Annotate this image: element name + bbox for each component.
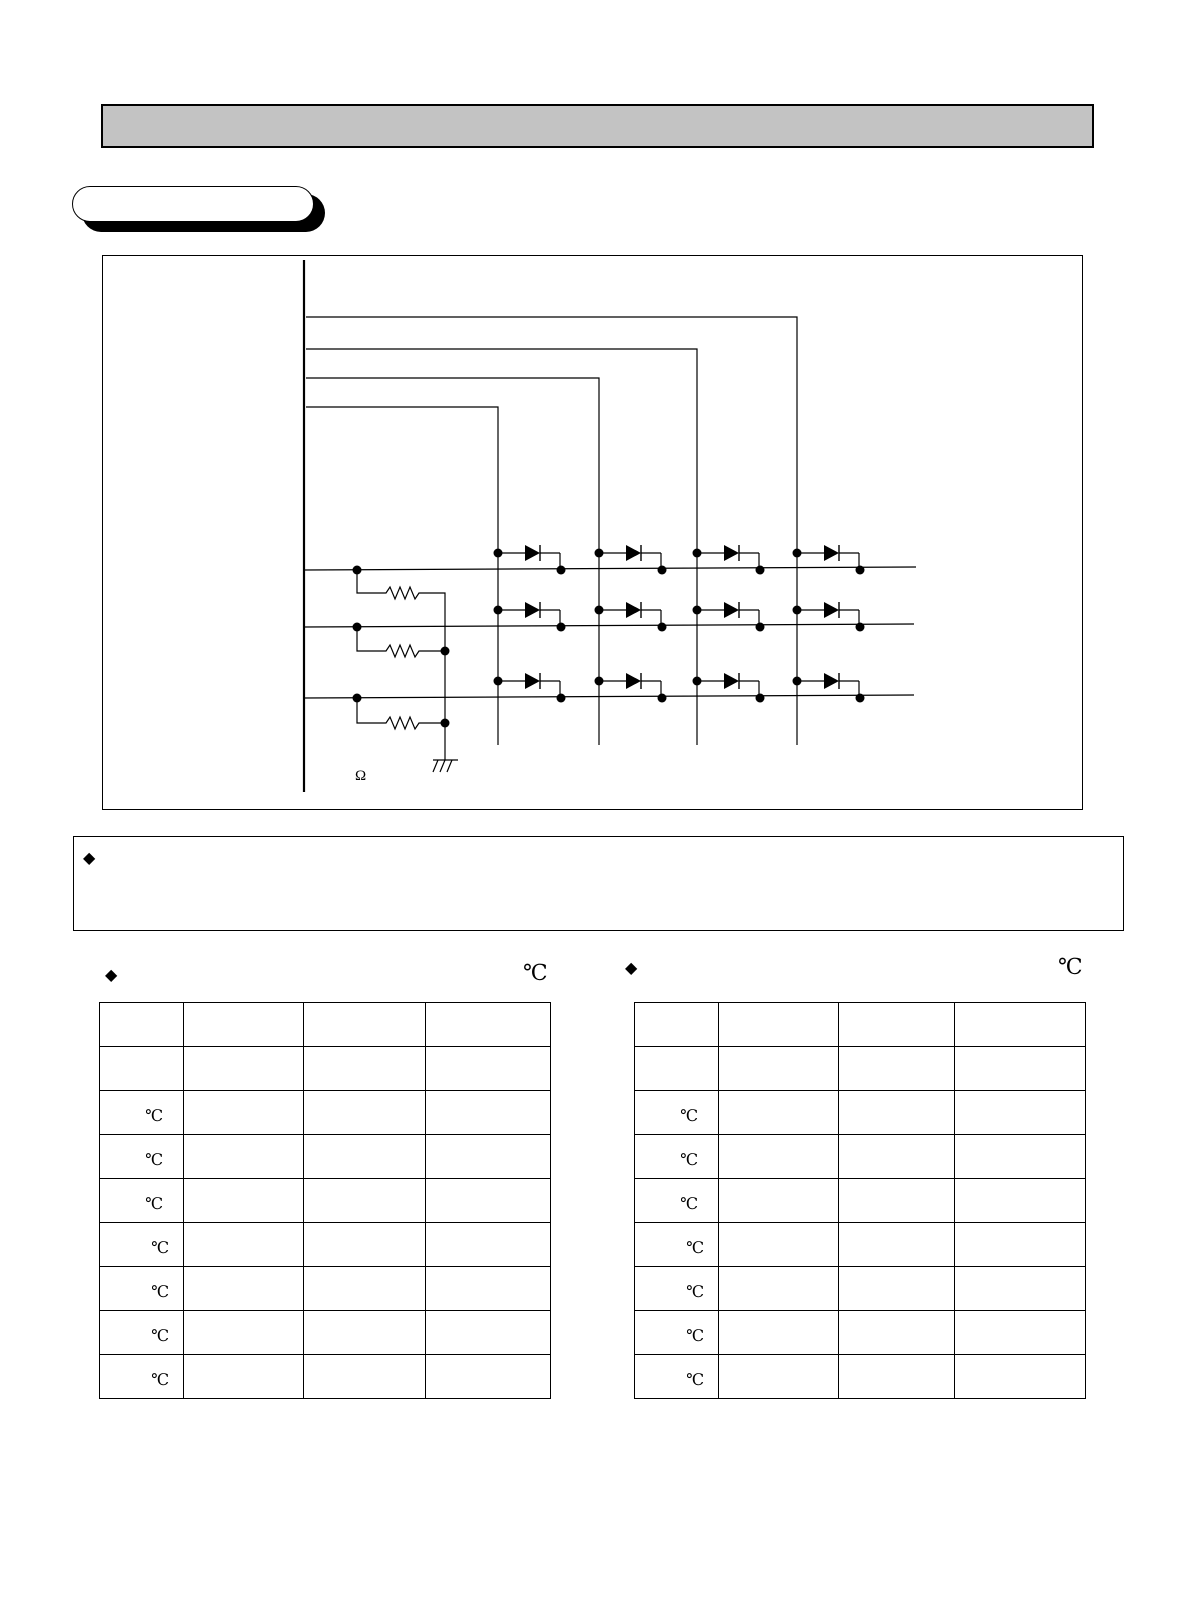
value-cell [426,1179,551,1223]
value-cell [426,1135,551,1179]
value-cell [955,1355,1086,1399]
value-cell [426,1267,551,1311]
table-row [635,1091,1086,1135]
junction-dot [353,566,362,575]
value-cell [304,1047,426,1091]
unit-cell [100,1047,184,1091]
diode-1-1 [494,545,566,575]
value-cell [184,1091,304,1135]
table-row [635,1311,1086,1355]
value-cell [955,1311,1086,1355]
diode-2-3 [693,602,765,632]
value-cell [839,1179,955,1223]
value-cell [426,1003,551,1047]
note-box [73,836,1124,931]
value-cell [184,1267,304,1311]
table-row [100,1003,551,1047]
resistor-3 [357,698,445,729]
table-row [635,1003,1086,1047]
column-wire-3 [306,349,697,745]
value-cell [839,1003,955,1047]
table-row [635,1267,1086,1311]
table-row [100,1311,551,1355]
diode-1-2 [595,545,667,575]
value-cell [839,1267,955,1311]
diode-3-1 [494,673,566,703]
diode-2-1 [494,602,566,632]
value-cell [955,1091,1086,1135]
left-temperature-table [99,1002,551,1399]
value-cell [426,1091,551,1135]
value-cell [304,1267,426,1311]
value-cell [426,1355,551,1399]
unit-cell: ℃ [635,1311,719,1355]
value-cell [839,1047,955,1091]
junction-dot [353,694,362,703]
junction-dot [353,623,362,632]
table-row [100,1091,551,1135]
value-cell [955,1135,1086,1179]
value-cell [426,1311,551,1355]
left-panel-bullet-icon: ◆ [105,967,118,984]
value-cell [719,1003,839,1047]
unit-cell [635,1047,719,1091]
unit-cell: ℃ [100,1135,184,1179]
row-wire-3 [304,695,914,698]
unit-cell: ℃ [100,1355,184,1399]
table-row [635,1135,1086,1179]
table-row [635,1179,1086,1223]
diode-1-3 [693,545,765,575]
unit-cell: ℃ [100,1179,184,1223]
unit-cell: ℃ [635,1135,719,1179]
junction-dot [441,647,450,656]
table-row [100,1135,551,1179]
ohm-symbol: Ω [355,768,367,784]
value-cell [839,1135,955,1179]
value-cell [719,1267,839,1311]
unit-cell: ℃ [635,1091,719,1135]
table-row [100,1355,551,1399]
table-row [100,1267,551,1311]
value-cell [304,1091,426,1135]
value-cell [184,1179,304,1223]
column-wire-2 [306,378,599,745]
diode-1-4 [793,545,865,575]
value-cell [719,1355,839,1399]
value-cell [839,1223,955,1267]
value-cell [955,1047,1086,1091]
value-cell [184,1223,304,1267]
diode-3-3 [693,673,765,703]
row-wire-2 [304,624,914,627]
table-row [635,1223,1086,1267]
table-row [100,1179,551,1223]
value-cell [719,1135,839,1179]
unit-cell [635,1003,719,1047]
value-cell [839,1311,955,1355]
value-cell [839,1355,955,1399]
right-panel-bullet-icon: ◆ [625,960,638,977]
unit-cell: ℃ [635,1223,719,1267]
value-cell [719,1091,839,1135]
row-wire-1 [304,567,916,570]
value-cell [304,1355,426,1399]
unit-cell: ℃ [635,1267,719,1311]
value-cell [955,1179,1086,1223]
value-cell [304,1223,426,1267]
value-cell [719,1179,839,1223]
unit-cell: ℃ [635,1355,719,1399]
value-cell [719,1223,839,1267]
value-cell [955,1267,1086,1311]
diode-3-2 [595,673,667,703]
value-cell [304,1311,426,1355]
table-row [635,1047,1086,1091]
value-cell [184,1311,304,1355]
column-wire-1 [306,407,498,745]
junction-dot [441,719,450,728]
unit-cell: ℃ [100,1223,184,1267]
table-row [100,1223,551,1267]
value-cell [184,1003,304,1047]
right-temperature-table [634,1002,1086,1399]
value-cell [304,1135,426,1179]
value-cell [426,1223,551,1267]
unit-cell: ℃ [635,1179,719,1223]
left-panel-unit: ℃ [523,960,548,985]
resistor-2 [357,627,445,657]
value-cell [184,1135,304,1179]
value-cell [426,1047,551,1091]
unit-cell: ℃ [100,1267,184,1311]
value-cell [719,1311,839,1355]
unit-cell: ℃ [100,1091,184,1135]
value-cell [719,1047,839,1091]
unit-cell [100,1003,184,1047]
value-cell [184,1047,304,1091]
value-cell [839,1091,955,1135]
value-cell [304,1179,426,1223]
unit-cell: ℃ [100,1311,184,1355]
diode-2-4 [793,602,865,632]
value-cell [955,1223,1086,1267]
table-row [635,1355,1086,1399]
note-bullet-icon: ◆ [83,850,96,867]
value-cell [955,1003,1086,1047]
value-cell [184,1355,304,1399]
value-cell [304,1003,426,1047]
diode-3-4 [793,673,865,703]
table-row [100,1047,551,1091]
diode-2-2 [595,602,667,632]
right-panel-unit: ℃ [1058,954,1083,979]
